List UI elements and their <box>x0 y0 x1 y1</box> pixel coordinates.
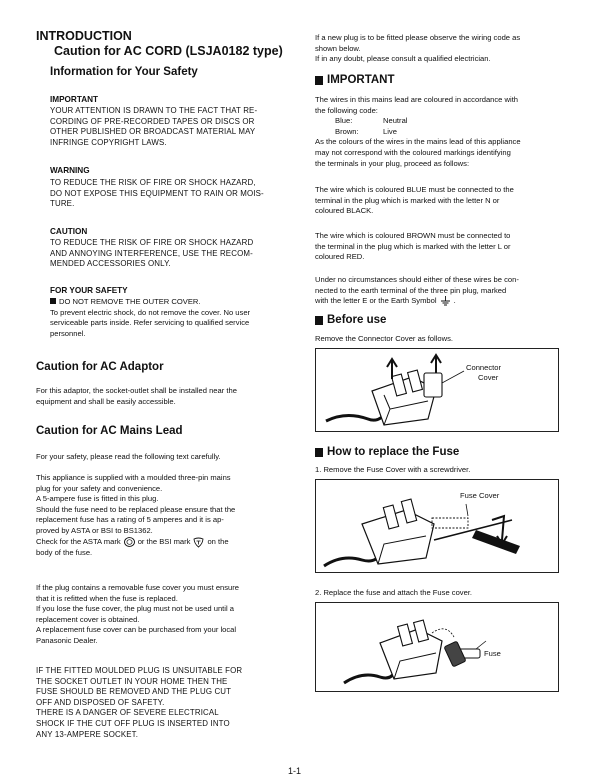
text-line: on the <box>207 536 229 546</box>
text-line: TO REDUCE THE RISK OF FIRE OR SHOCK HAZARD, <box>50 178 256 187</box>
blue-wire-paragraph <box>315 185 557 217</box>
text-line: To prevent electric shock, do not remove the cover. No user <box>50 307 251 317</box>
fuse-replace-illustration-icon <box>316 603 558 691</box>
text-line: coloured RED. <box>315 252 365 262</box>
brown-wire-paragraph <box>315 231 557 263</box>
text-line: The wire which is coloured BLUE must be connected to the <box>315 185 514 194</box>
text-line: may not correspond with the coloured markings identifying <box>315 147 511 157</box>
text-line: . <box>453 296 456 306</box>
text-line: shown below. <box>315 43 361 53</box>
text-line: How to replace the Fuse <box>327 446 460 458</box>
bullet-line <box>50 297 290 308</box>
text-line: If you lose the fuse cover, the plug must not be used until a <box>36 604 234 614</box>
mains-para1 <box>36 473 288 558</box>
text-line: CORDING OF PRE-RECORDED TAPES OR DISCS OR <box>50 116 255 126</box>
text-line: SHOCK IF THE CUT OFF PLUG IS INSERTED INTO <box>36 718 230 728</box>
safety-title: Information for Your Safety <box>50 66 198 78</box>
text-line: body of the fuse. <box>36 547 93 557</box>
connector-cover-figure <box>315 348 559 432</box>
connector-cover-label <box>466 363 501 383</box>
text-line: IF THE FITTED MOULDED PLUG IS UNSUITABLE FOR <box>36 666 243 675</box>
square-bullet-icon <box>315 76 323 85</box>
text-line: Panasonic Dealer. <box>36 635 98 645</box>
text-line: personnel. <box>50 328 86 338</box>
text-line: replacement cover is obtained. <box>36 614 140 624</box>
mains-para2 <box>36 583 288 647</box>
earth-line <box>315 296 557 307</box>
fuse-label: Fuse <box>484 649 501 658</box>
adaptor-text <box>36 386 288 407</box>
for-safety-heading: FOR YOUR SAFETY <box>50 286 128 295</box>
text-line: ANY 13-AMPERE SOCKET. <box>36 729 139 739</box>
important-text <box>50 106 290 148</box>
bsi-mark-icon <box>193 537 204 548</box>
fuse-title <box>315 446 459 458</box>
text-line: the terminals in your plug, proceed as follows: <box>315 158 470 168</box>
caution-text <box>50 238 290 270</box>
text-line: the following code: <box>315 105 378 115</box>
text-line: Under no circumstances should either of these wires be con- <box>315 275 519 284</box>
square-bullet-icon <box>50 298 56 304</box>
text-line: with the letter E or the Earth Symbol <box>315 296 437 306</box>
wire-color-value: Neutral <box>383 116 408 126</box>
text-line: or the BSI mark <box>137 536 191 546</box>
text-line: that it is refitted when the fuse is replaced. <box>36 593 178 603</box>
text-line: replacement fuse has a rating of 5 amperes and it is ap- <box>36 515 224 525</box>
text-line: proved by ASTA or BSI to BS1362. <box>36 525 153 535</box>
warning-text <box>50 178 290 210</box>
step-1-text: 1. Remove the Fuse Cover with a screwdriver. <box>315 465 471 474</box>
text-line: Cover <box>478 373 499 382</box>
text-line: MENDED ACCESSORIES ONLY. <box>50 259 171 269</box>
wire-blue-row <box>315 116 557 127</box>
text-line: THE SOCKET OUTLET IN YOUR HOME THEN THE <box>36 676 228 686</box>
text-line: This appliance is supplied with a moulded three-pin mains <box>36 473 231 482</box>
text-line: INFRINGE COPYRIGHT LAWS. <box>50 137 167 147</box>
plug-illustration-icon <box>316 349 558 431</box>
mains-caps-warning <box>36 666 288 740</box>
mains-title: Caution for AC Mains Lead <box>36 425 183 437</box>
before-use-title <box>315 314 386 326</box>
before-use-text: Remove the Connector Cover as follows. <box>315 334 454 343</box>
text-line: Should the fuse need to be replaced please ensure that the <box>36 504 236 514</box>
text-line: THERE IS A DANGER OF SEVERE ELECTRICAL <box>36 708 219 718</box>
adaptor-title: Caution for AC Adaptor <box>36 361 164 373</box>
text-line: Before use <box>327 314 387 326</box>
fuse-replace-figure <box>315 602 559 692</box>
text-line: the terminal in the plug which is marked with the letter L or <box>315 241 511 251</box>
wire-brown-row <box>315 127 557 138</box>
step-2-text: 2. Replace the fuse and attach the Fuse cover. <box>315 588 473 597</box>
text-line: As the colours of the wires in the mains lead of this appliance <box>315 137 521 147</box>
text-line: FUSE SHOULD BE REMOVED AND THE PLUG CUT <box>36 687 232 697</box>
earth-symbol-icon <box>440 296 451 306</box>
text-line: Check for the ASTA mark <box>36 536 121 546</box>
text-line: terminal in the plug which is marked with the letter N or <box>315 195 500 205</box>
text-line: YOUR ATTENTION IS DRAWN TO THE FACT THAT RE- <box>50 106 258 115</box>
wire-color-label: Brown: <box>335 126 359 136</box>
text-line: A replacement fuse cover can be purchased from your local <box>36 625 237 635</box>
right-intro <box>315 33 557 65</box>
text-line: If in any doubt, please consult a qualified electrician. <box>315 54 491 64</box>
text-line: plug for your safety and convenience. <box>36 483 163 493</box>
page-number: 1-1 <box>288 766 302 776</box>
text-line: nected to the earth terminal of the three pin plug, marked <box>315 285 507 295</box>
text-line: A 5-ampere fuse is fitted in this plug. <box>36 494 159 504</box>
screwdriver-plug-illustration-icon <box>316 480 558 572</box>
fuse-cover-label: Fuse Cover <box>460 491 500 500</box>
caution-heading: CAUTION <box>50 227 88 236</box>
text-line: IMPORTANT <box>327 74 395 86</box>
wire-color-value: Live <box>383 126 397 136</box>
text-line: Connector <box>466 363 502 372</box>
text-line: The wires in this mains lead are coloured in accordance with <box>315 95 519 104</box>
square-bullet-icon <box>315 316 323 325</box>
text-line: OFF AND DISPOSED OF SAFETY. <box>36 697 165 707</box>
important-heading: IMPORTANT <box>50 95 99 104</box>
section-title: INTRODUCTION <box>36 29 132 43</box>
wire-color-label: Blue: <box>335 116 353 126</box>
text-line: For this adaptor, the socket-outlet shall be installed near the <box>36 386 237 395</box>
warning-heading: WARNING <box>50 166 90 175</box>
important-box-title <box>315 74 395 86</box>
fuse-cover-figure <box>315 479 559 573</box>
text-line: serviceable parts inside. Refer servicing to qualified service <box>50 318 250 328</box>
wires-text <box>315 95 557 169</box>
asta-line <box>36 537 288 548</box>
text-line: DO NOT REMOVE THE OUTER COVER. <box>59 297 201 306</box>
text-line: coloured BLACK. <box>315 206 374 216</box>
for-safety-text <box>50 297 290 339</box>
text-line: DO NOT EXPOSE THIS EQUIPMENT TO RAIN OR MOIS- <box>50 188 264 198</box>
text-line: If a new plug is to be fitted please observe the wiring code as <box>315 33 521 42</box>
text-line: TURE. <box>50 199 75 209</box>
cord-title: Caution for AC CORD (LSJA0182 type) <box>54 44 283 58</box>
text-line: TO REDUCE THE RISK OF FIRE OR SHOCK HAZARD <box>50 238 254 247</box>
square-bullet-icon <box>315 448 323 457</box>
earth-paragraph <box>315 275 557 307</box>
asta-mark-icon <box>124 537 135 547</box>
mains-intro: For your safety, please read the following text carefully. <box>36 452 221 461</box>
text-line: OTHER PUBLISHED OR BROADCAST MATERIAL MAY <box>50 127 256 137</box>
text-line: AND ANNOYING INTERFERENCE, USE THE RECOM- <box>50 248 253 258</box>
text-line: If the plug contains a removable fuse cover you must ensure <box>36 583 240 592</box>
text-line: The wire which is coloured BROWN must be connected to <box>315 231 511 240</box>
text-line: equipment and shall be easily accessible. <box>36 396 176 406</box>
